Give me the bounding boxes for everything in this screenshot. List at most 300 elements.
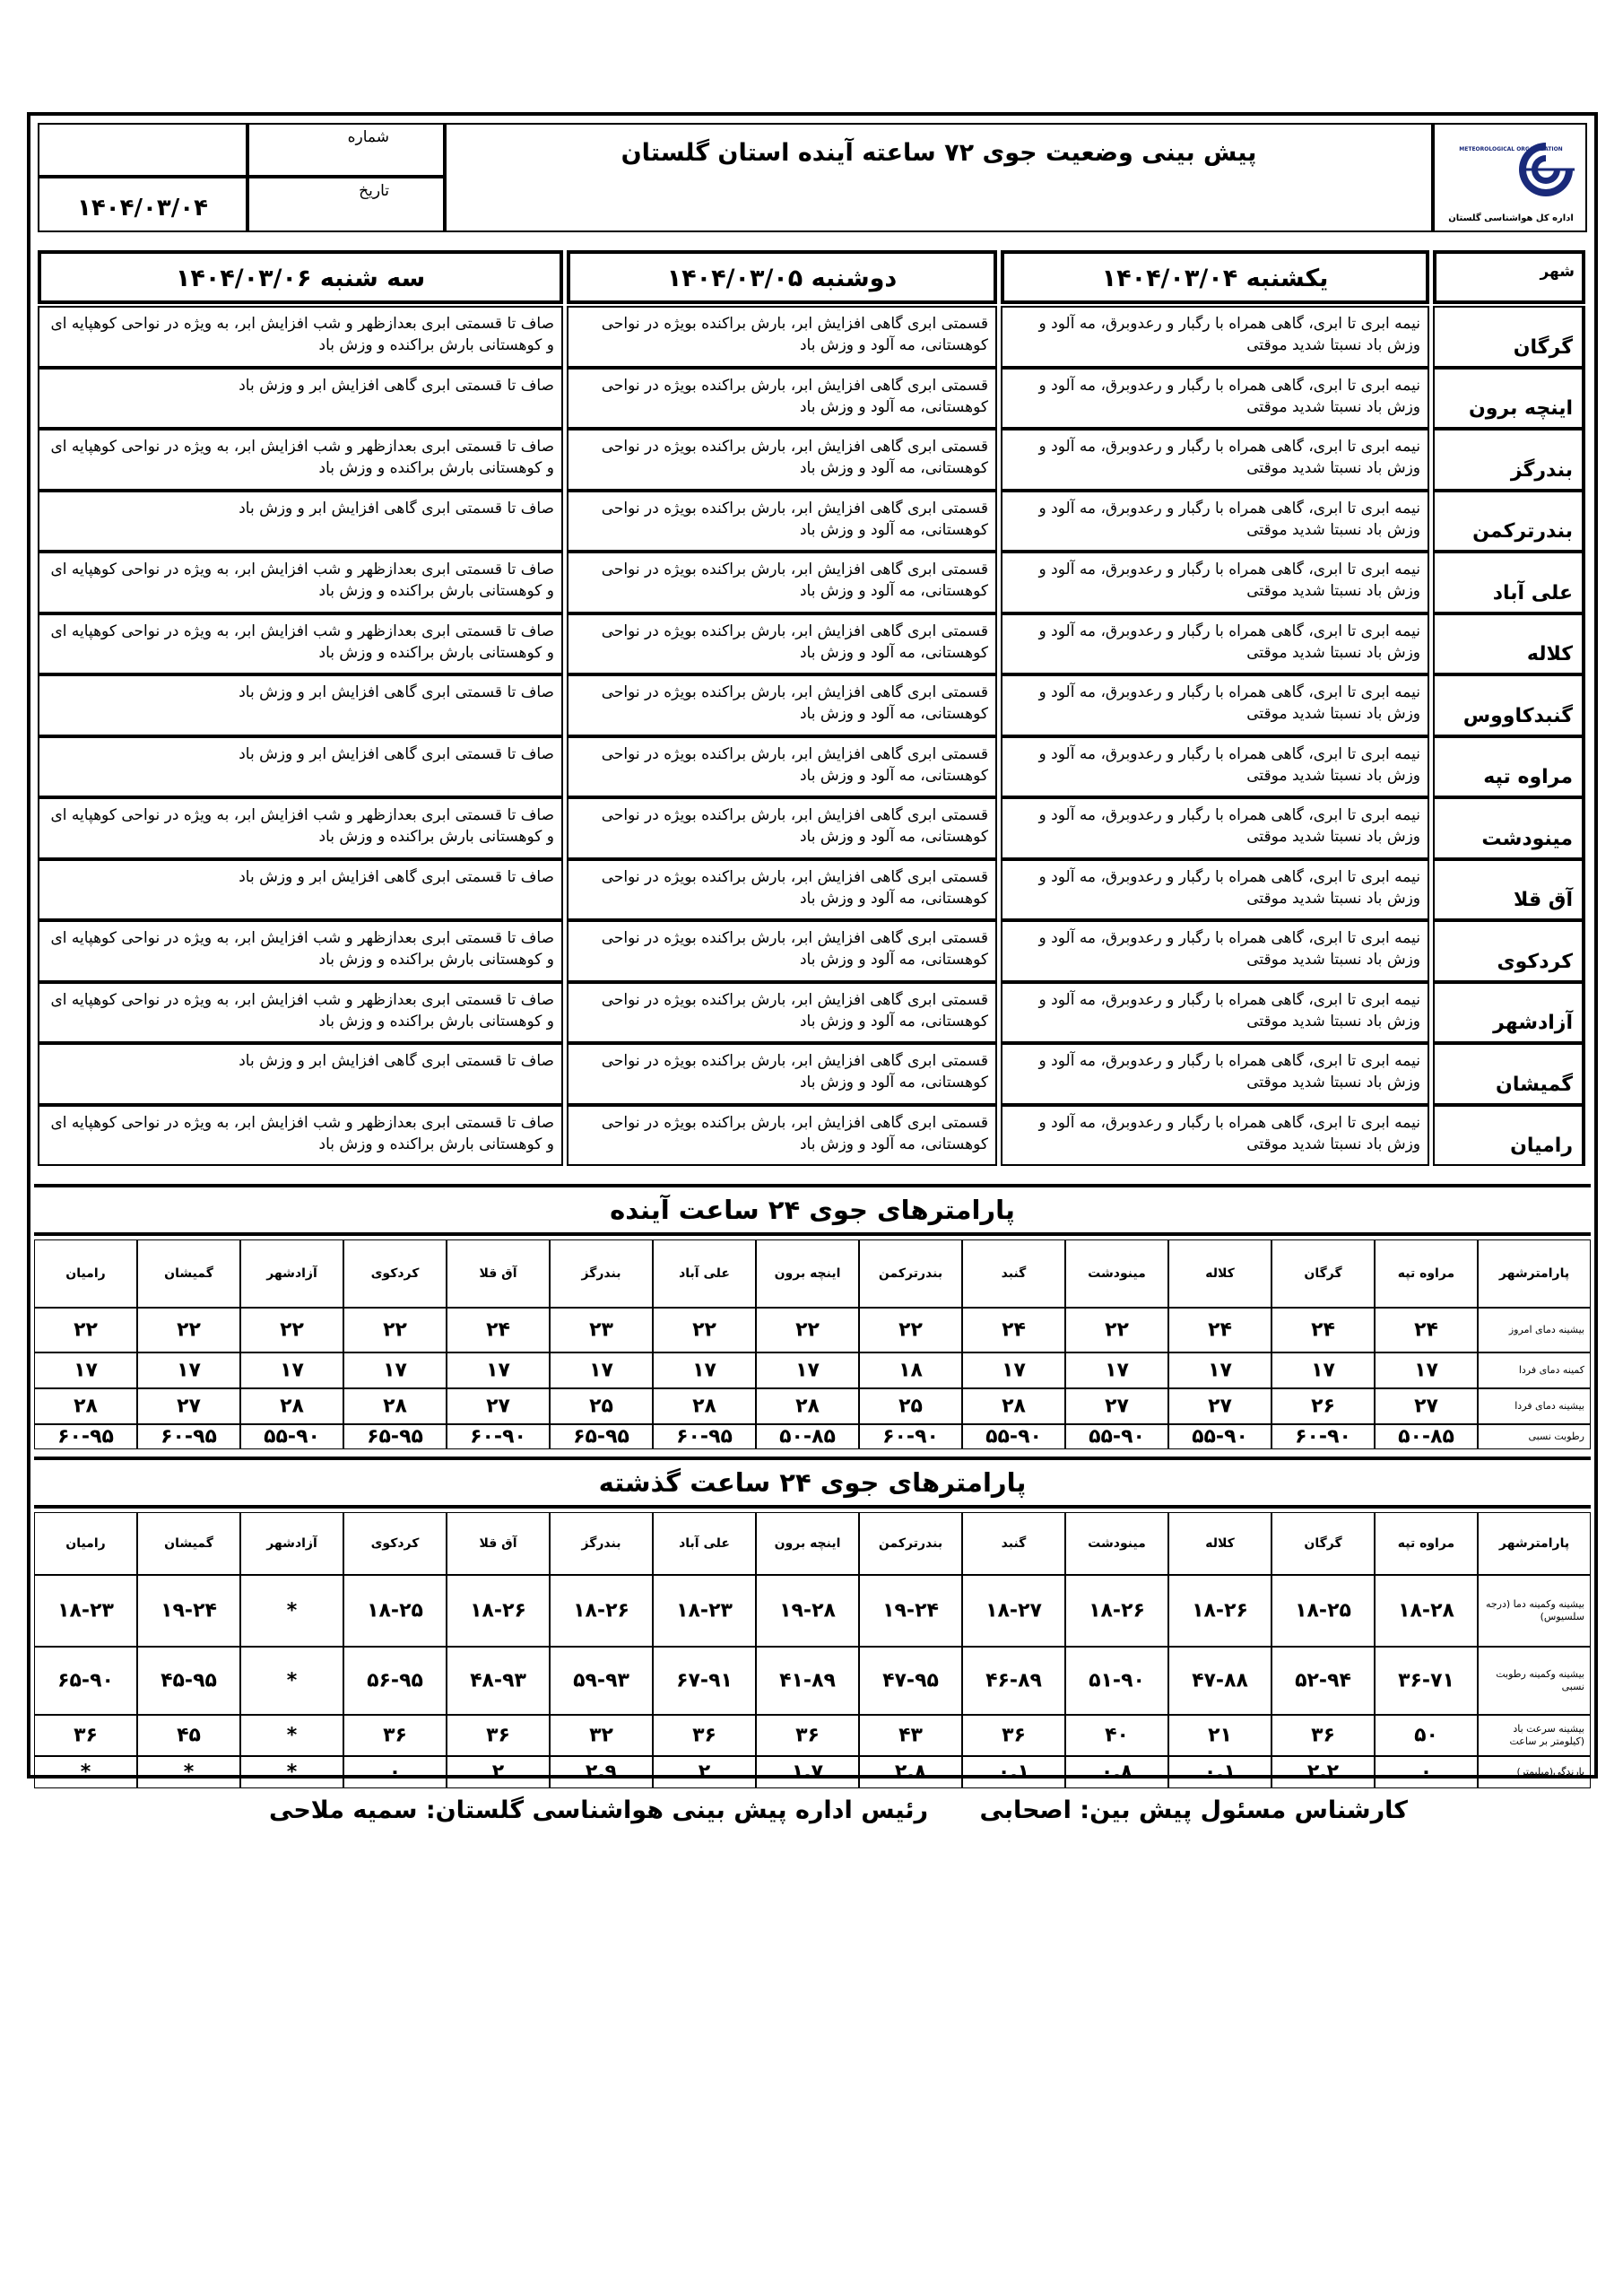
parameter-value-cell [447, 1647, 550, 1715]
next24-table [34, 1184, 1591, 1457]
forecast-cell-day3 [38, 1105, 563, 1167]
forecast-row [34, 797, 1591, 859]
parameter-value-cell [1271, 1424, 1375, 1449]
parameter-value: ۱۷ [177, 1359, 201, 1382]
city-column-header-text: گنبد [1001, 1536, 1027, 1551]
parameter-value: * [80, 1761, 91, 1784]
number-label: شماره [347, 128, 389, 146]
city-header [1433, 250, 1585, 304]
city-cell [1433, 613, 1585, 675]
parameter-value: ۳۲ [589, 1724, 613, 1747]
forecast-text: قسمتی ابری گاهی افزایش ابر، بارش براکنده بویژه در نواحی کوهستانی، مه آلود و وزش باد [601, 744, 988, 785]
forecast-text: نیمه ابری تا ابری، گاهی همراه با رگبار و رعدوبرق، مه آلود و وزش باد نسبتا شدید موقتی [1038, 1052, 1420, 1091]
parameter-value: ۲۲ [280, 1318, 304, 1342]
forecast-cell-day3 [38, 674, 563, 736]
past24-table [34, 1457, 1591, 1784]
city-cell [1433, 859, 1585, 921]
forecast-cell-day1 [1001, 982, 1429, 1044]
parameter-value-cell [137, 1715, 240, 1756]
city-cell [1433, 920, 1585, 982]
forecast-cell-day2 [567, 613, 997, 675]
corner-header [1478, 1239, 1591, 1308]
parameter-value: ۶۵-۹۰ [57, 1669, 114, 1692]
parameter-value-cell [756, 1388, 859, 1424]
parameter-value: ۲۱ [1208, 1724, 1232, 1747]
forecast-cell-day2 [567, 429, 997, 491]
parameter-value-cell [550, 1388, 653, 1424]
city-name: علی آباد [1492, 581, 1573, 604]
parameter-value: ۶۰-۹۵ [161, 1425, 217, 1448]
city-column-header [859, 1239, 962, 1308]
parameter-value-cell [240, 1756, 343, 1788]
city-name: رامیان [1510, 1135, 1573, 1157]
parameter-value: ۰.۸ [1100, 1761, 1133, 1784]
past24-title: پارامترهای جوی ۲۴ ساعت گذشته [34, 1457, 1591, 1509]
city-column-header [1065, 1512, 1168, 1575]
parameter-value: ۱۸-۲۶ [1192, 1599, 1248, 1622]
parameter-value-cell [962, 1756, 1065, 1788]
forecast-cell-day3 [38, 797, 563, 859]
forecast-cell-day2 [567, 674, 997, 736]
parameter-value: ۲۲ [898, 1318, 923, 1342]
parameter-value: ۲۸ [1002, 1395, 1026, 1418]
forecast-cell-day3 [38, 306, 563, 368]
parameter-value-cell [1168, 1647, 1271, 1715]
parameter-value: ۳۶ [486, 1724, 510, 1747]
parameter-value: ۲۲ [383, 1318, 407, 1342]
forecast-row [34, 674, 1591, 736]
forecast-text: قسمتی ابری گاهی افزایش ابر، بارش براکنده بویژه در نواحی کوهستانی، مه آلود و وزش باد [601, 622, 988, 662]
parameter-value-cell [962, 1715, 1065, 1756]
past24-header-row [34, 1512, 1591, 1575]
parameter-value-cell [34, 1388, 137, 1424]
city-column-header [1375, 1239, 1478, 1308]
next24-data-row [34, 1308, 1591, 1352]
parameter-value: ۱۸-۲۵ [367, 1599, 423, 1622]
parameter-value-cell [962, 1647, 1065, 1715]
date-value: ۱۴۰۴/۰۳/۰۴ [77, 195, 208, 222]
parameter-value-cell [447, 1424, 550, 1449]
parameter-value: ۵۵-۹۰ [985, 1425, 1042, 1448]
parameter-value: ۲۷ [1105, 1395, 1129, 1418]
forecast-text: قسمتی ابری گاهی افزایش ابر، بارش براکنده بویژه در نواحی کوهستانی، مه آلود و وزش باد [601, 1113, 988, 1153]
forecast-cell-day1 [1001, 306, 1429, 368]
parameter-value-cell [653, 1352, 756, 1388]
parameter-value-cell [859, 1756, 962, 1788]
parameter-value-cell [1271, 1352, 1375, 1388]
parameter-value-cell [756, 1715, 859, 1756]
forecast-cell-day2 [567, 920, 997, 982]
parameter-value-cell [1065, 1575, 1168, 1647]
city-column-header-text: علی آباد [679, 1266, 730, 1281]
forecast-text: قسمتی ابری گاهی افزایش ابر، بارش براکنده بویژه در نواحی کوهستانی، مه آلود و وزش باد [601, 561, 988, 600]
city-column-header-text: مینودشت [1088, 1266, 1146, 1281]
number-value-box [38, 123, 247, 177]
city-column-header-text: آق قلا [479, 1266, 517, 1281]
parameter-value: ۵۹-۹۳ [573, 1669, 629, 1692]
forecast-text: صاف تا قسمتی ابری بعدازظهر و شب افزایش ابر، به ویژه در نواحی کوهپایه ای و کوهستانی بارش براکنده و وزش باد [50, 315, 554, 354]
parameter-value-cell [859, 1575, 962, 1647]
city-column-header-text: گمیشان [164, 1266, 213, 1281]
forecast-text: صاف تا قسمتی ابری بعدازظهر و شب افزایش ابر، به ویژه در نواحی کوهپایه ای و کوهستانی بارش براکنده و وزش باد [50, 438, 554, 477]
parameter-value: ۲.۲ [1306, 1761, 1340, 1784]
forecast-text: نیمه ابری تا ابری، گاهی همراه با رگبار و رعدوبرق، مه آلود و وزش باد نسبتا شدید موقتی [1038, 744, 1420, 785]
city-column-header [550, 1512, 653, 1575]
past24-data-row [34, 1575, 1591, 1647]
forecast-text: نیمه ابری تا ابری، گاهی همراه با رگبار و رعدوبرق، مه آلود و وزش باد نسبتا شدید موقتی [1038, 929, 1420, 969]
parameter-label [1478, 1715, 1591, 1756]
parameter-value: ۳۶ [1311, 1724, 1335, 1747]
parameter-value-cell [1375, 1424, 1478, 1449]
city-cell [1433, 552, 1585, 613]
parameter-value: ۶۰-۹۰ [1295, 1425, 1351, 1448]
date-value-box [38, 177, 247, 232]
day-header-3 [38, 250, 563, 304]
city-column-header-text: مینودشت [1088, 1536, 1146, 1551]
city-cell [1433, 306, 1585, 368]
forecast-text: نیمه ابری تا ابری، گاهی همراه با رگبار و رعدوبرق، مه آلود و وزش باد نسبتا شدید موقتی [1038, 622, 1420, 662]
parameter-value: ۴۵ [177, 1724, 201, 1747]
parameter-value-cell [962, 1424, 1065, 1449]
city-cell [1433, 429, 1585, 491]
forecast-text: نیمه ابری تا ابری، گاهی همراه با رگبار و رعدوبرق، مه آلود و وزش باد نسبتا شدید موقتی [1038, 683, 1420, 723]
parameter-value-cell [137, 1424, 240, 1449]
forecast-text: نیمه ابری تا ابری، گاهی همراه با رگبار و رعدوبرق، مه آلود و وزش باد نسبتا شدید موقتی [1038, 376, 1420, 416]
city-column-header-text: بندرگز [581, 1536, 621, 1551]
parameter-value-cell [1375, 1308, 1478, 1352]
parameter-value-cell [859, 1352, 962, 1388]
parameter-value-cell [1375, 1715, 1478, 1756]
parameter-value: * [286, 1724, 298, 1747]
forecast-text: قسمتی ابری گاهی افزایش ابر، بارش براکنده بویژه در نواحی کوهستانی، مه آلود و وزش باد [601, 683, 988, 723]
city-column-header [34, 1239, 137, 1308]
forecast-table [34, 247, 1591, 1184]
parameter-value-cell [1065, 1424, 1168, 1449]
parameter-value: ۶۷-۹۱ [676, 1669, 733, 1692]
corner-header-text: پارامترشهر [1498, 1266, 1570, 1281]
city-name: بندرگز [1510, 458, 1573, 482]
forecast-row [34, 982, 1591, 1044]
parameter-value-cell [962, 1388, 1065, 1424]
parameter-value: ۵۱-۹۰ [1089, 1669, 1145, 1692]
parameter-value-cell [550, 1352, 653, 1388]
city-column-header-text: گرگان [1304, 1536, 1342, 1551]
day-header-2-text: دوشنبه ۱۴۰۴/۰۳/۰۵ [666, 265, 898, 292]
parameter-value: ۴۸-۹۳ [470, 1669, 526, 1692]
parameter-value-cell [447, 1756, 550, 1788]
parameter-value-cell [859, 1424, 962, 1449]
city-column-header [756, 1239, 859, 1308]
parameter-value-cell [962, 1575, 1065, 1647]
city-column-header-text: کلاله [1205, 1266, 1235, 1281]
forecast-text: قسمتی ابری گاهی افزایش ابر، بارش براکنده بویژه در نواحی کوهستانی، مه آلود و وزش باد [601, 376, 988, 416]
parameter-value-cell [1168, 1715, 1271, 1756]
parameter-value: ۲۴ [1002, 1318, 1026, 1342]
parameter-value: ۱۷ [74, 1359, 98, 1382]
forecast-cell-day2 [567, 491, 997, 552]
parameter-value-cell [1168, 1352, 1271, 1388]
forecast-text: نیمه ابری تا ابری، گاهی همراه با رگبار و رعدوبرق، مه آلود و وزش باد نسبتا شدید موقتی [1038, 806, 1420, 846]
title-box [445, 123, 1433, 232]
parameter-value-cell [240, 1352, 343, 1388]
logo-english-text: METEOROLOGICAL ORGANIZATION [1459, 146, 1563, 152]
logo-emblem-icon [1440, 130, 1582, 202]
parameter-value: ۰.۱ [1203, 1761, 1237, 1784]
parameter-label-text: بیشینه وکمینه رطوبت نسبی [1496, 1668, 1584, 1692]
forecast-cell-day1 [1001, 368, 1429, 430]
parameter-value: ۲۴ [1208, 1318, 1232, 1342]
city-name: گرگان [1513, 335, 1573, 359]
parameter-label-text: رطوبت نسبی [1528, 1431, 1584, 1442]
parameter-value: ۲ [491, 1761, 505, 1784]
parameter-value: ۲.۸ [894, 1761, 927, 1784]
parameter-value: ۲۷ [486, 1395, 510, 1418]
forecast-cell-day1 [1001, 859, 1429, 921]
city-name: مینودشت [1481, 827, 1573, 850]
parameter-value: ۱۷ [383, 1359, 407, 1382]
parameter-value-cell [1168, 1388, 1271, 1424]
forecast-text: نیمه ابری تا ابری، گاهی همراه با رگبار و رعدوبرق، مه آلود و وزش باد نسبتا شدید موقتی [1038, 438, 1420, 477]
parameter-value-cell [343, 1647, 447, 1715]
parameter-value: ۱۷ [795, 1359, 820, 1382]
parameter-value-cell [859, 1308, 962, 1352]
corner-header-text: پارامترشهر [1498, 1536, 1570, 1551]
forecast-cell-day1 [1001, 920, 1429, 982]
parameter-value: ۶۵-۹۵ [573, 1425, 629, 1448]
parameter-value: ۱۸-۲۵ [1295, 1599, 1351, 1622]
parameter-value: ۵۵-۹۰ [264, 1425, 320, 1448]
parameter-value: ۲۲ [795, 1318, 820, 1342]
parameter-value: * [286, 1599, 298, 1622]
parameter-value: ۶۰-۹۵ [57, 1425, 114, 1448]
parameter-value: ۱۷ [1002, 1359, 1026, 1382]
parameter-value: ۶۰-۹۵ [676, 1425, 733, 1448]
forecast-text: صاف تا قسمتی ابری بعدازظهر و شب افزایش ابر، به ویژه در نواحی کوهپایه ای و کوهستانی بارش براکنده و وزش باد [50, 990, 554, 1031]
city-column-header [653, 1239, 756, 1308]
forecast-cell-day3 [38, 491, 563, 552]
forecast-row [34, 368, 1591, 430]
forecast-cell-day1 [1001, 1105, 1429, 1167]
parameter-value-cell [653, 1756, 756, 1788]
forecast-text: صاف تا قسمتی ابری بعدازظهر و شب افزایش ابر، به ویژه در نواحی کوهپایه ای و کوهستانی بارش براکنده و وزش باد [50, 1113, 554, 1153]
parameter-value: ۳۶ [383, 1724, 407, 1747]
parameter-value: ۱۷ [1311, 1359, 1335, 1382]
parameter-value-cell [1065, 1352, 1168, 1388]
parameter-value-cell [34, 1647, 137, 1715]
parameter-value: ۲۲ [74, 1318, 98, 1342]
parameter-value: ۱۸-۲۶ [1089, 1599, 1145, 1622]
city-column-header-text: مراوه تپه [1397, 1536, 1455, 1551]
next24-title: پارامترهای جوی ۲۴ ساعت آینده [34, 1184, 1591, 1236]
parameter-value: ۴۵-۹۵ [161, 1669, 217, 1692]
forecast-text: قسمتی ابری گاهی افزایش ابر، بارش براکنده بویژه در نواحی کوهستانی، مه آلود و وزش باد [601, 499, 988, 539]
forecast-cell-day2 [567, 306, 997, 368]
parameter-value-cell [756, 1308, 859, 1352]
parameter-value-cell [756, 1756, 859, 1788]
parameter-value-cell [34, 1715, 137, 1756]
corner-header [1478, 1512, 1591, 1575]
forecast-row [34, 1043, 1591, 1105]
parameter-value: ۴۳ [898, 1724, 923, 1747]
parameter-value: ۰ [1419, 1761, 1433, 1784]
parameter-value: ۵۵-۹۰ [1192, 1425, 1248, 1448]
parameter-value-cell [1065, 1715, 1168, 1756]
parameter-value: ۵۰-۸۵ [1398, 1425, 1454, 1448]
city-cell [1433, 491, 1585, 552]
parameter-value-cell [1375, 1647, 1478, 1715]
forecast-cell-day1 [1001, 736, 1429, 798]
city-name: بندرترکمن [1472, 520, 1573, 543]
date-label: تاریخ [359, 182, 389, 200]
parameter-label-text: بارندگی(میلیمتر) [1516, 1766, 1584, 1778]
parameter-label-text: کمینه دمای فردا [1518, 1364, 1584, 1376]
parameter-value: ۱.۷ [791, 1761, 824, 1784]
parameter-value: ۲۸ [795, 1395, 820, 1418]
parameter-value-cell [343, 1756, 447, 1788]
parameter-value: ۲۸ [383, 1395, 407, 1418]
forecast-cell-day1 [1001, 491, 1429, 552]
past24-data-row [34, 1756, 1591, 1788]
parameter-value-cell [859, 1647, 962, 1715]
forecast-row [34, 1105, 1591, 1167]
parameter-value-cell [653, 1575, 756, 1647]
city-name: گمیشان [1496, 1073, 1573, 1096]
parameter-value-cell [447, 1715, 550, 1756]
forecast-text: قسمتی ابری گاهی افزایش ابر، بارش براکنده بویژه در نواحی کوهستانی، مه آلود و وزش باد [601, 315, 988, 354]
parameter-value-cell [1271, 1308, 1375, 1352]
city-column-header [1168, 1512, 1271, 1575]
city-column-header-text: رامیان [65, 1536, 106, 1551]
city-cell [1433, 368, 1585, 430]
parameter-value-cell [1065, 1388, 1168, 1424]
forecast-text: قسمتی ابری گاهی افزایش ابر، بارش براکنده بویژه در نواحی کوهستانی، مه آلود و وزش باد [601, 990, 988, 1031]
forecast-text: صاف تا قسمتی ابری گاهی افزایش ابر و وزش باد [239, 376, 554, 395]
city-name: کردکوی [1497, 950, 1573, 973]
forecast-cell-day3 [38, 368, 563, 430]
parameter-value: ۲۴ [486, 1318, 510, 1342]
parameter-value: ۱۸-۲۳ [57, 1599, 114, 1622]
city-column-header-text: آق قلا [479, 1536, 517, 1551]
city-column-header-text: علی آباد [679, 1536, 730, 1551]
city-column-header [1065, 1239, 1168, 1308]
forecast-text: قسمتی ابری گاهی افزایش ابر، بارش براکنده بویژه در نواحی کوهستانی، مه آلود و وزش باد [601, 1052, 988, 1091]
forecast-cell-day3 [38, 920, 563, 982]
parameter-value-cell [550, 1575, 653, 1647]
parameter-value: ۲۳ [589, 1318, 613, 1342]
next24-data-row [34, 1352, 1591, 1388]
parameter-value-cell [1065, 1647, 1168, 1715]
date-label-box [247, 177, 445, 232]
parameter-value: ۲۲ [1105, 1318, 1129, 1342]
parameter-value-cell [137, 1647, 240, 1715]
parameter-value: ۰ [388, 1761, 402, 1784]
parameter-value-cell [1168, 1424, 1271, 1449]
parameter-value: ۱۷ [1105, 1359, 1129, 1382]
parameter-value-cell [34, 1575, 137, 1647]
forecast-text: قسمتی ابری گاهی افزایش ابر، بارش براکنده بویژه در نواحی کوهستانی، مه آلود و وزش باد [601, 867, 988, 908]
forecast-cell-day2 [567, 552, 997, 613]
forecast-cell-day1 [1001, 1043, 1429, 1105]
parameter-value-cell [1065, 1308, 1168, 1352]
parameter-value-cell [1168, 1756, 1271, 1788]
parameter-value-cell [240, 1715, 343, 1756]
past24-data-row [34, 1647, 1591, 1715]
parameter-value-cell [137, 1575, 240, 1647]
parameter-value-cell [447, 1388, 550, 1424]
forecast-text: صاف تا قسمتی ابری گاهی افزایش ابر و وزش باد [239, 683, 554, 701]
parameter-value: ۲۸ [280, 1395, 304, 1418]
parameter-value: ۵۰-۸۵ [779, 1425, 836, 1448]
parameter-value-cell [1271, 1756, 1375, 1788]
parameter-value-cell [447, 1308, 550, 1352]
city-column-header [1375, 1512, 1478, 1575]
next24-header-row [34, 1239, 1591, 1308]
forecast-text: صاف تا قسمتی ابری گاهی افزایش ابر و وزش باد [239, 867, 554, 886]
parameter-value: ۱۸-۲۷ [985, 1599, 1042, 1622]
parameter-value: ۵۵-۹۰ [1089, 1425, 1145, 1448]
city-column-header [137, 1239, 240, 1308]
parameter-label-text: بیشینه دمای فردا [1515, 1400, 1584, 1412]
parameter-value: ۴۷-۹۵ [882, 1669, 939, 1692]
parameter-value: ۱۸-۲۶ [573, 1599, 629, 1622]
city-column-header [1271, 1512, 1375, 1575]
city-name: آق قلا [1514, 889, 1573, 911]
number-label-box [247, 123, 445, 177]
forecast-cell-day3 [38, 736, 563, 798]
forecast-cell-day2 [567, 736, 997, 798]
forecast-text: نیمه ابری تا ابری، گاهی همراه با رگبار و رعدوبرق، مه آلود و وزش باد نسبتا شدید موقتی [1038, 990, 1420, 1031]
parameter-value: ۶۰-۹۰ [882, 1425, 939, 1448]
parameter-value: ۳۶ [692, 1724, 716, 1747]
city-column-header-text: بندرترکمن [878, 1536, 943, 1551]
parameter-value-cell [343, 1715, 447, 1756]
parameter-value: ۱۷ [1208, 1359, 1232, 1382]
parameter-value: ۶۰-۹۰ [470, 1425, 526, 1448]
forecast-text: نیمه ابری تا ابری، گاهی همراه با رگبار و رعدوبرق، مه آلود و وزش باد نسبتا شدید موقتی [1038, 1113, 1420, 1153]
parameter-value-cell [756, 1424, 859, 1449]
parameter-label [1478, 1756, 1591, 1788]
forecast-text: نیمه ابری تا ابری، گاهی همراه با رگبار و رعدوبرق، مه آلود و وزش باد نسبتا شدید موقتی [1038, 315, 1420, 354]
parameter-value: ۳۶ [1002, 1724, 1026, 1747]
parameter-value: ۴۶-۸۹ [985, 1669, 1042, 1692]
parameter-value-cell [1271, 1715, 1375, 1756]
parameter-value-cell [240, 1424, 343, 1449]
city-name: آزادشهر [1493, 1012, 1573, 1034]
parameter-value: ۱۷ [280, 1359, 304, 1382]
parameter-value-cell [1271, 1647, 1375, 1715]
city-column-header-text: آزادشهر [266, 1536, 317, 1551]
forecast-cell-day1 [1001, 429, 1429, 491]
forecast-cell-day1 [1001, 674, 1429, 736]
parameter-value: * [286, 1669, 298, 1692]
parameter-value: ۲۸ [692, 1395, 716, 1418]
parameter-value: ۲۴ [1414, 1318, 1438, 1342]
parameter-value: ۶۵-۹۵ [367, 1425, 423, 1448]
city-column-header-text: گمیشان [164, 1536, 213, 1551]
parameter-label-text: بیشینه دمای امروز [1508, 1324, 1584, 1335]
forecast-row [34, 306, 1591, 368]
city-column-header [343, 1239, 447, 1308]
city-column-header [447, 1512, 550, 1575]
next24-data-row [34, 1388, 1591, 1424]
parameter-value-cell [653, 1308, 756, 1352]
forecast-text: قسمتی ابری گاهی افزایش ابر، بارش براکنده بویژه در نواحی کوهستانی، مه آلود و وزش باد [601, 929, 988, 969]
day-header-3-text: سه شنبه ۱۴۰۴/۰۳/۰۶ [175, 265, 426, 292]
forecast-text: صاف تا قسمتی ابری گاهی افزایش ابر و وزش باد [239, 744, 554, 763]
parameter-value-cell [653, 1424, 756, 1449]
forecast-row [34, 920, 1591, 982]
parameter-label [1478, 1647, 1591, 1715]
